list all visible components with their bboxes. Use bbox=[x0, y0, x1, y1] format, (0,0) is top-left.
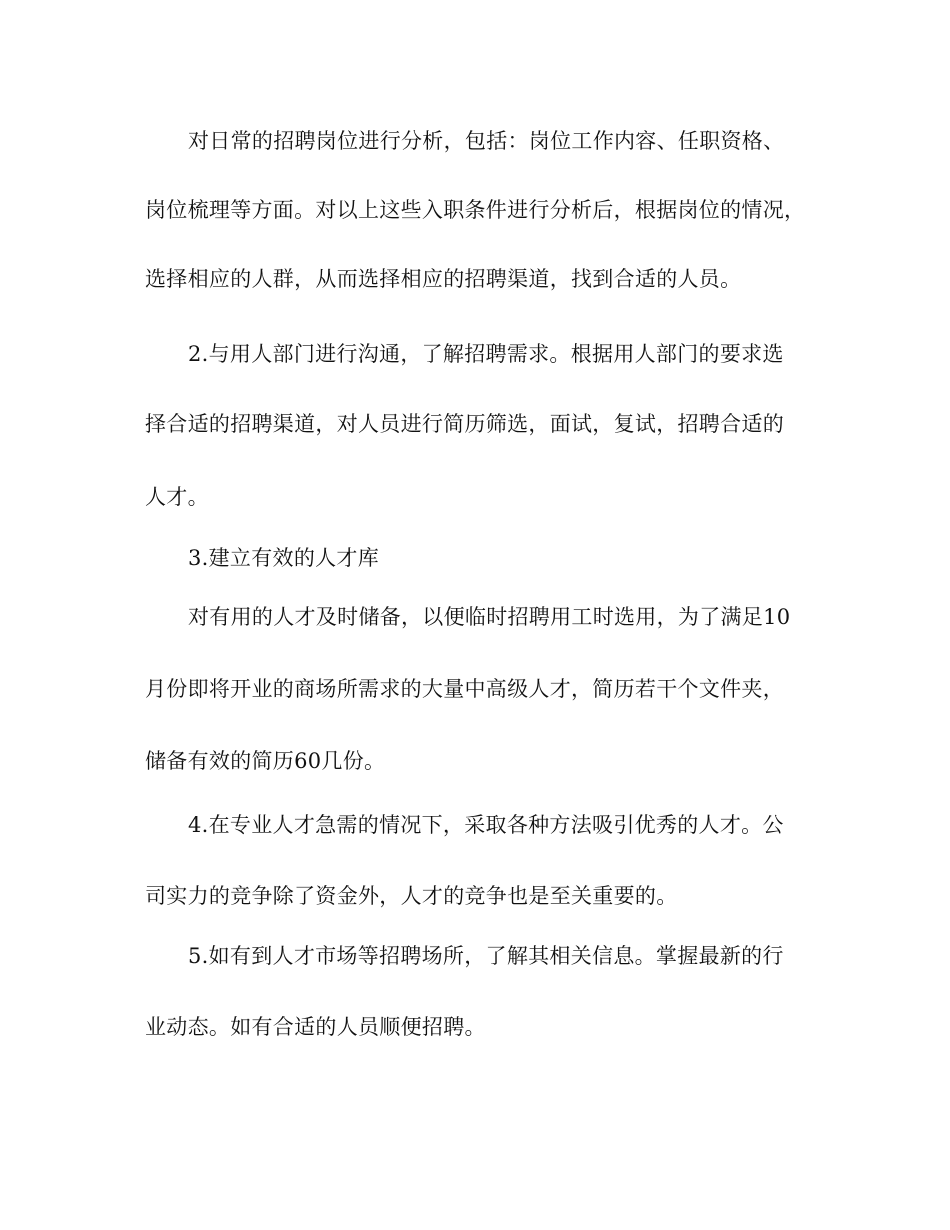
paragraph-line: 对有用的人才及时储备，以便临时招聘用工时选用，为了满足10 bbox=[188, 605, 791, 629]
paragraph-line: 岗位梳理等方面。对以上这些入职条件进行分析后，根据岗位的情况， bbox=[145, 198, 806, 222]
paragraph-line: 人才。 bbox=[145, 485, 209, 509]
paragraph-line: 司实力的竞争除了资金外，人才的竞争也是至关重要的。 bbox=[145, 884, 678, 908]
paragraph-line: 月份即将开业的商场所需求的大量中高级人才，简历若干个文件夹， bbox=[145, 677, 784, 701]
paragraph-line: 2.与用人部门进行沟通，了解招聘需求。根据用人部门的要求选 bbox=[188, 342, 784, 366]
section-heading: 3.建立有效的人才库 bbox=[188, 546, 380, 570]
paragraph-line: 储备有效的简历60几份。 bbox=[145, 749, 386, 773]
paragraph-line: 业动态。如有合适的人员顺便招聘。 bbox=[145, 1015, 486, 1039]
paragraph-line: 对日常的招聘岗位进行分析，包括：岗位工作内容、任职资格、 bbox=[188, 129, 785, 153]
paragraph-line: 4.在专业人才急需的情况下，采取各种方法吸引优秀的人才。公 bbox=[188, 813, 784, 837]
paragraph-line: 择合适的招聘渠道，对人员进行简历筛选，面试，复试，招聘合适的 bbox=[145, 412, 784, 436]
paragraph-line: 选择相应的人群，从而选择相应的招聘渠道，找到合适的人员。 bbox=[145, 267, 742, 291]
paragraph-line: 5.如有到人才市场等招聘场所，了解其相关信息。掌握最新的行 bbox=[188, 944, 784, 968]
